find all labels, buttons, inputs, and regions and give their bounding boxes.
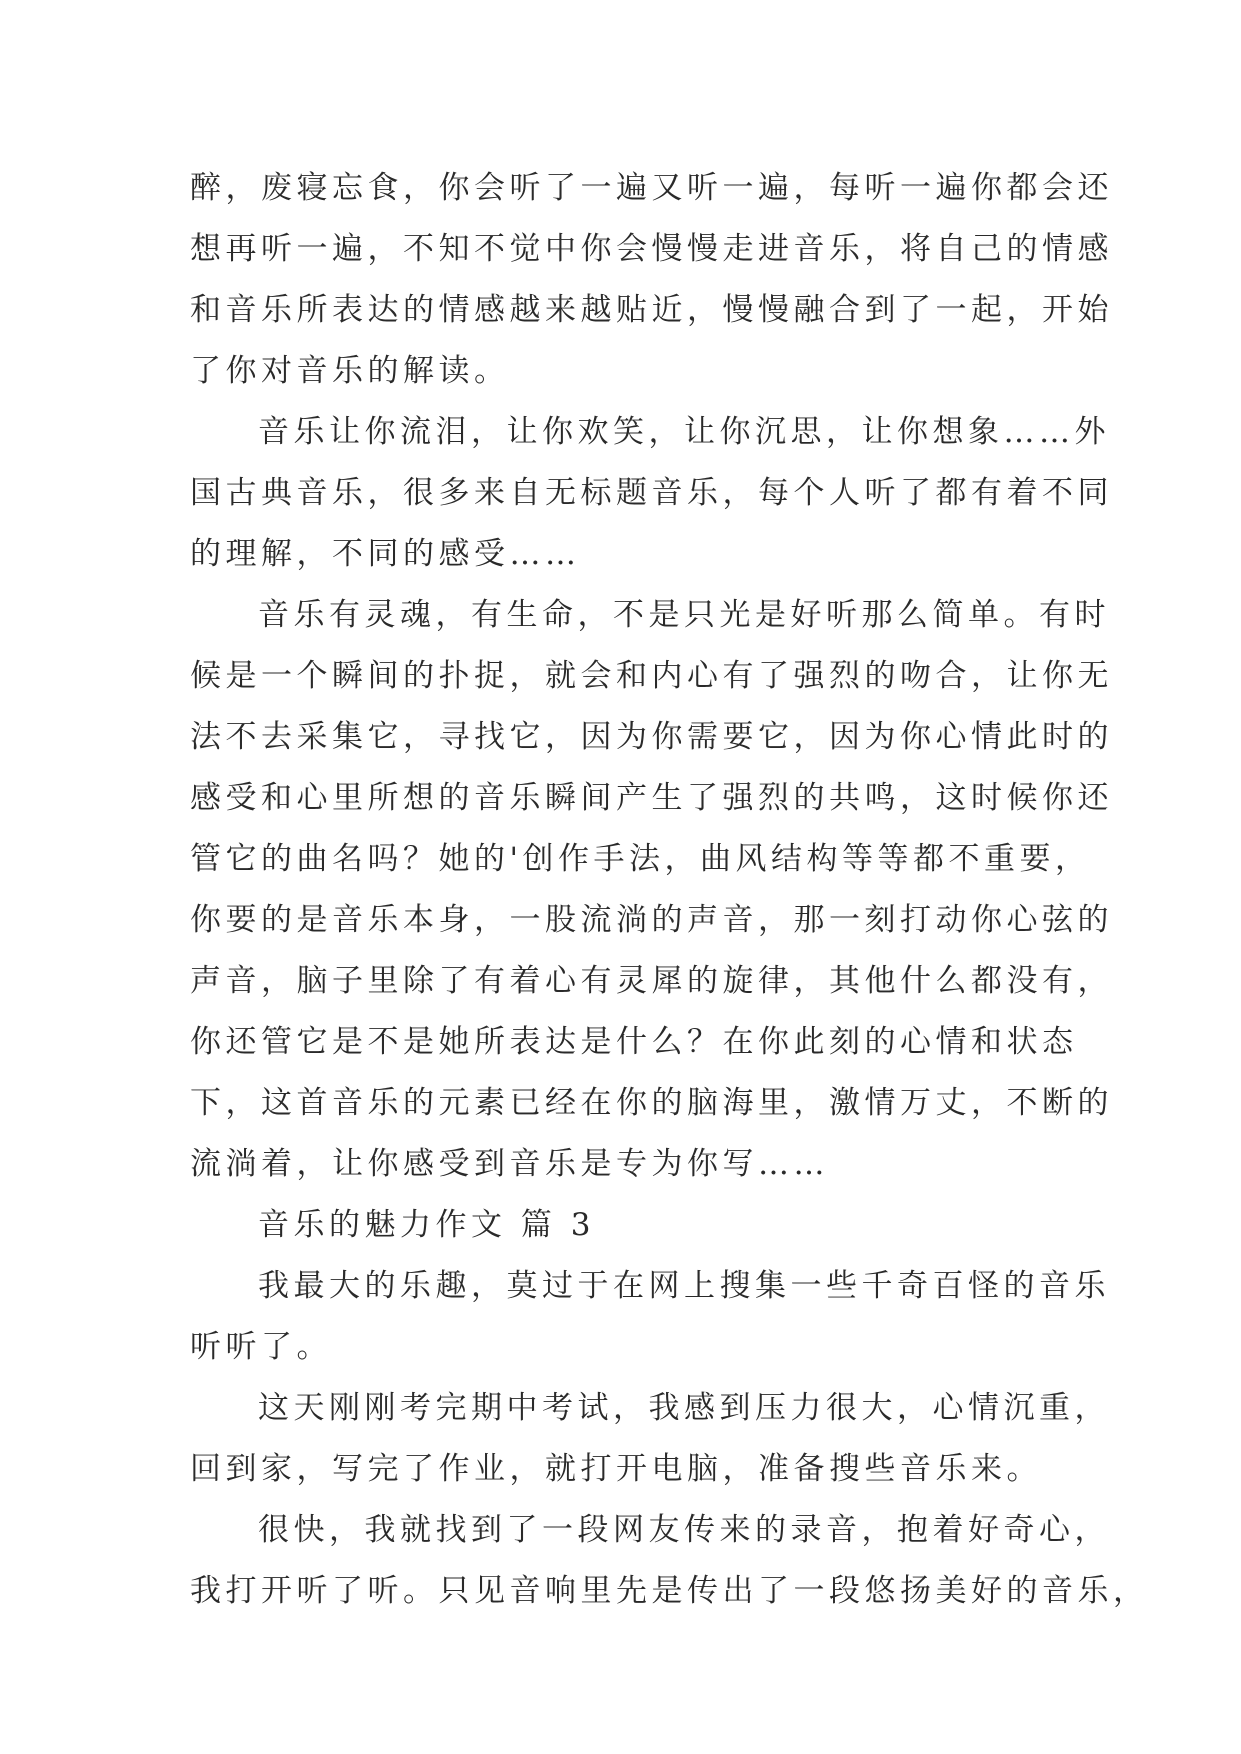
text-line: 回到家，写完了作业，就打开电脑，准备搜些音乐来。 [190,1451,1042,1487]
text-line: 管它的曲名吗？她的'创作手法，曲风结构等等都不重要， [190,841,1091,877]
paragraph-first-line: 很快，我就找到了一段网友传来的录音，抱着好奇心， [258,1512,1110,1548]
paragraph-first-line: 音乐有灵魂，有生命，不是只光是好听那么简单。有时 [258,597,1110,633]
text-line: 法不去采集它，寻找它，因为你需要它，因为你心情此时的 [190,719,1113,755]
text-line: 听听了。 [190,1329,332,1365]
text-line: 了你对音乐的解读。 [190,353,510,389]
text-line: 国古典音乐，很多来自无标题音乐，每个人听了都有着不同 [190,475,1113,511]
text-line: 下，这首音乐的元素已经在你的脑海里，激情万丈，不断的 [190,1085,1113,1121]
text-line: 流淌着，让你感受到音乐是专为你写…… [190,1146,829,1182]
text-line: 醉，废寝忘食，你会听了一遍又听一遍，每听一遍你都会还 [190,170,1113,206]
paragraph-first-line: 音乐让你流泪，让你欢笑，让你沉思，让你想象……外 [258,414,1110,450]
text-line: 声音，脑子里除了有着心有灵犀的旋律，其他什么都没有， [190,963,1113,999]
text-line: 感受和心里所想的音乐瞬间产生了强烈的共鸣，这时候你还 [190,780,1113,816]
paragraph-first-line: 这天刚刚考完期中考试，我感到压力很大，心情沉重， [258,1390,1110,1426]
section-heading: 音乐的魅力作文 篇 3 [258,1207,595,1243]
text-line: 想再听一遍，不知不觉中你会慢慢走进音乐，将自己的情感 [190,231,1113,267]
paragraph-first-line: 我最大的乐趣，莫过于在网上搜集一些千奇百怪的音乐 [258,1268,1110,1304]
text-line: 候是一个瞬间的扑捉，就会和内心有了强烈的吻合，让你无 [190,658,1113,694]
text-line: 的理解，不同的感受…… [190,536,581,572]
text-line: 我打开听了听。只见音响里先是传出了一段悠扬美好的音乐， [190,1573,1149,1609]
text-line: 和音乐所表达的情感越来越贴近，慢慢融合到了一起，开始 [190,292,1113,328]
text-line: 你还管它是不是她所表达是什么？在你此刻的心情和状态 [190,1024,1078,1060]
text-line: 你要的是音乐本身，一股流淌的声音，那一刻打动你心弦的 [190,902,1113,938]
document-body [190,158,1149,1622]
